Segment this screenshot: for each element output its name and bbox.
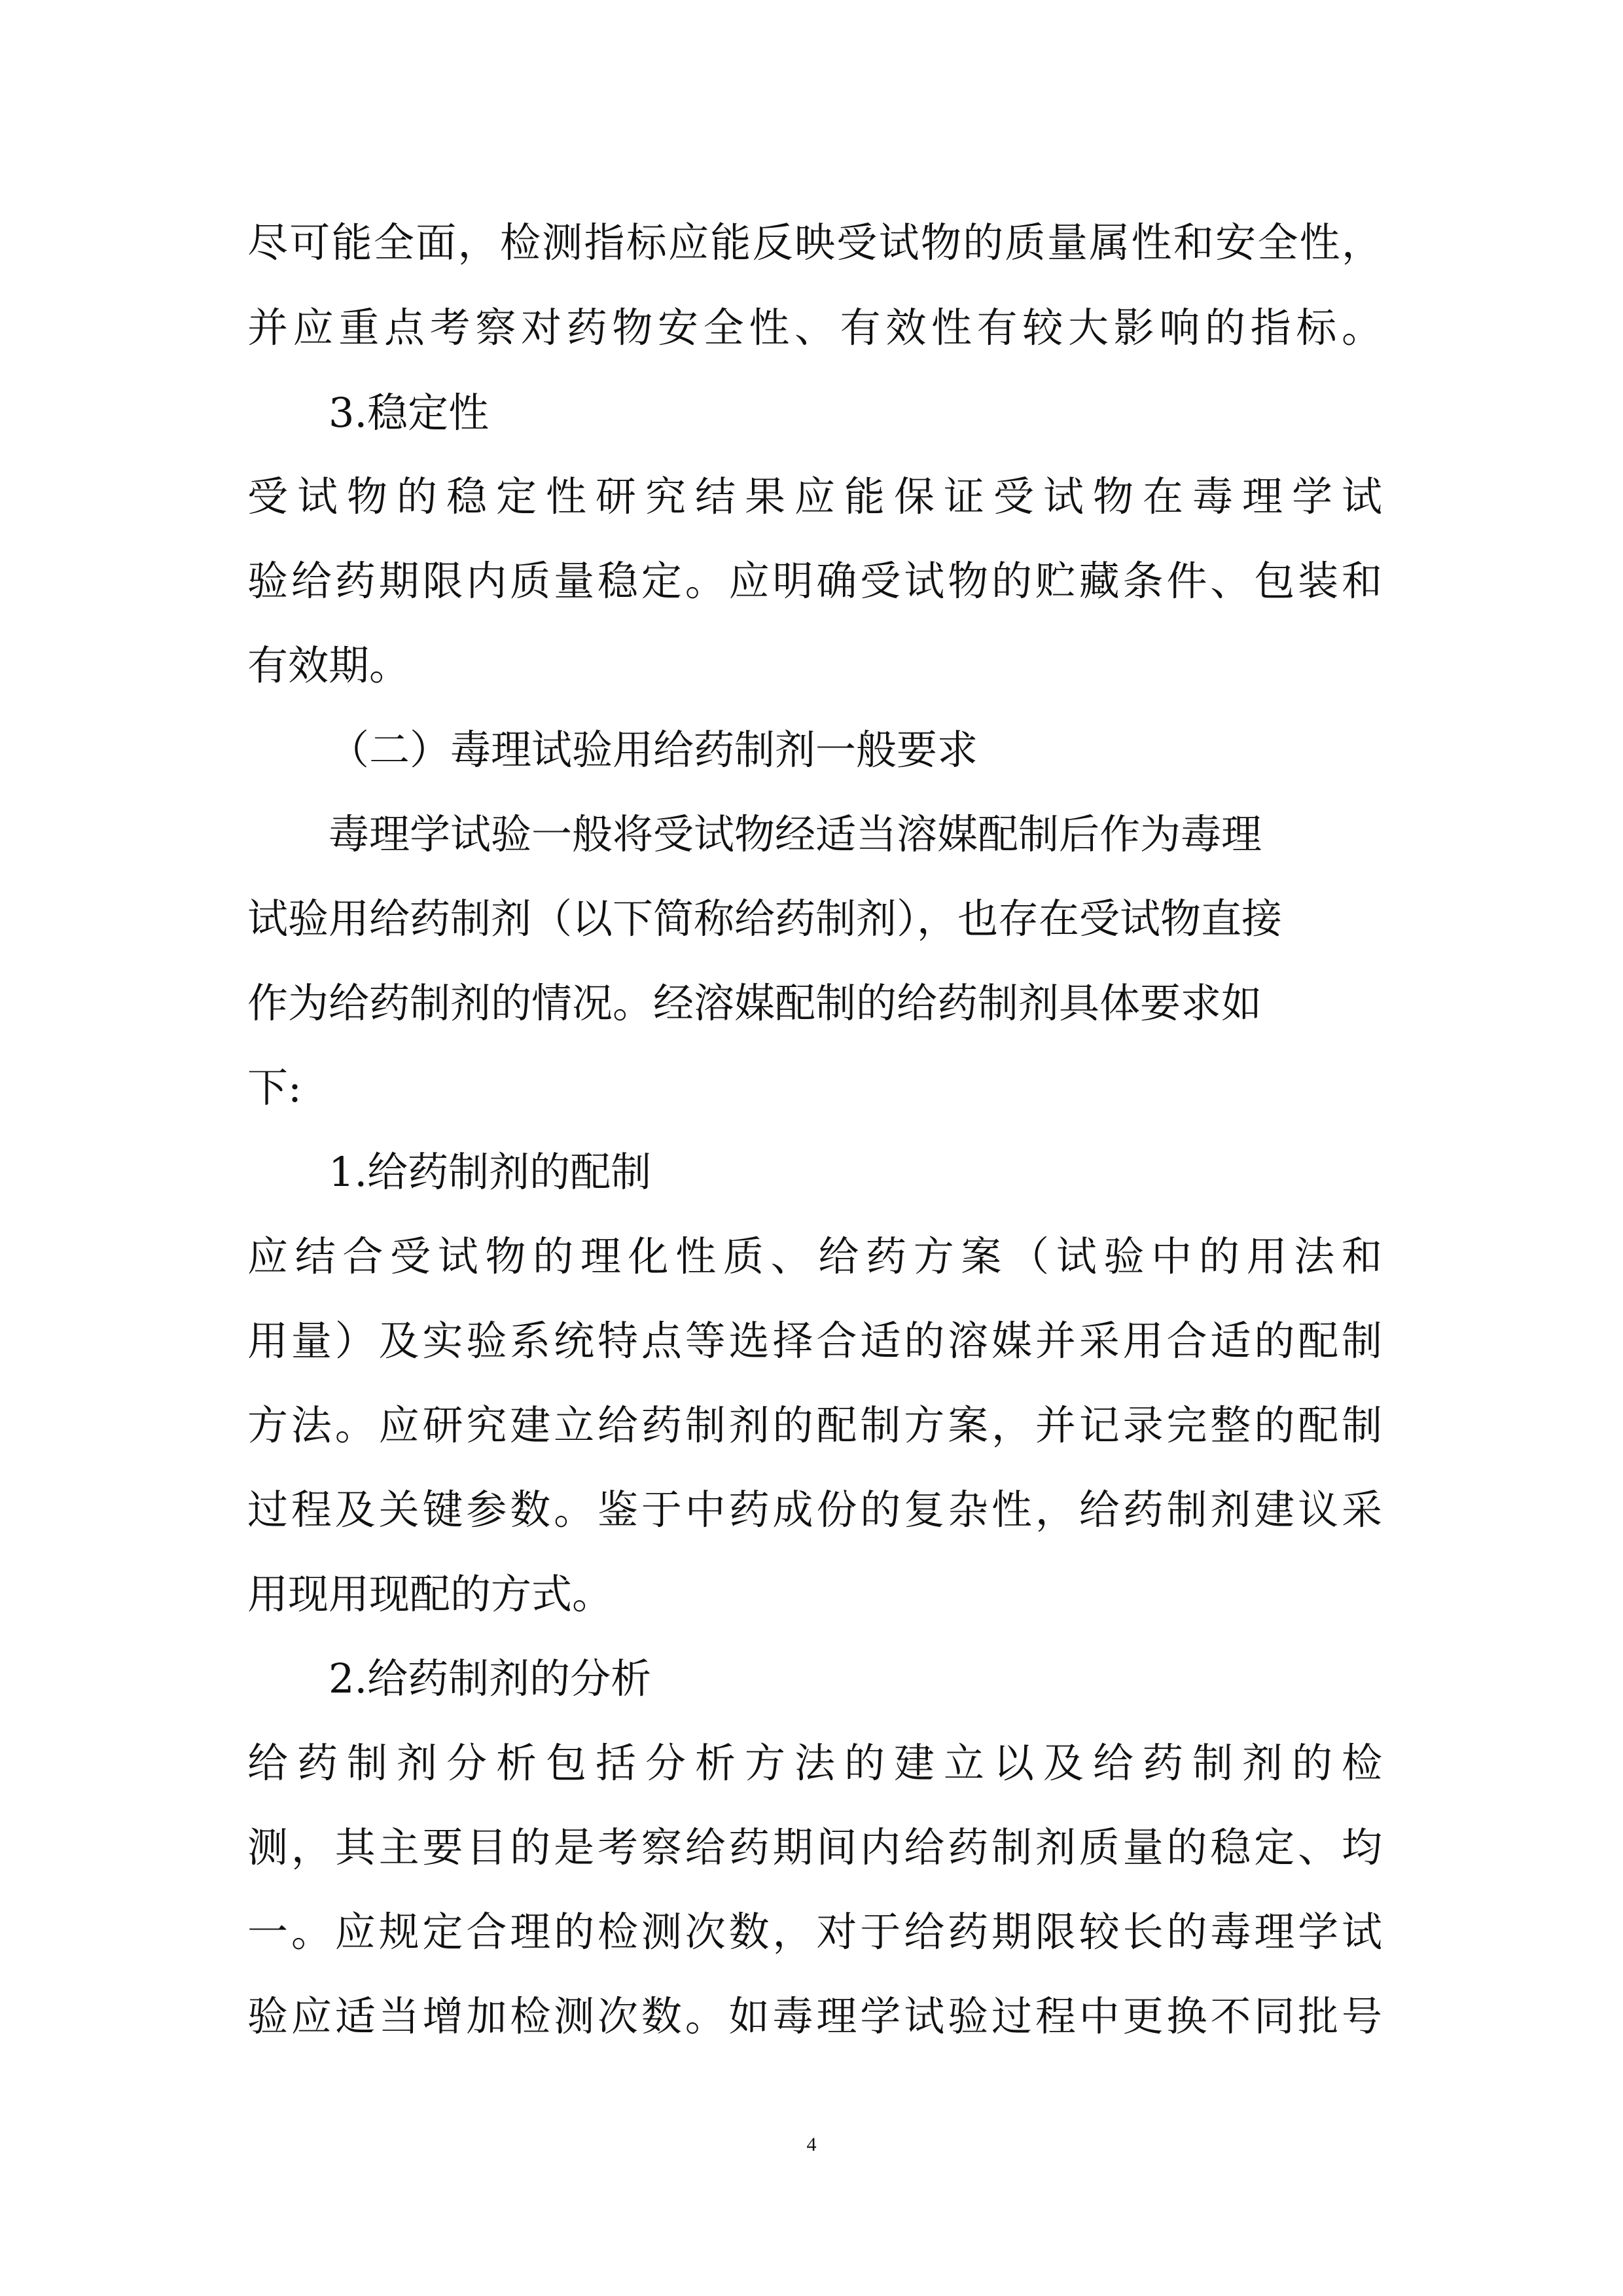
text-line-5: 验给药期限内质量稳定。应明确受试物的贮藏条件、包装和 [247, 557, 1382, 605]
section-heading-preparation: 1.给药制剂的配制 [329, 1148, 652, 1196]
section-heading-dosing-formulation: （二）毒理试验用给药制剂一般要求 [329, 726, 978, 774]
section-heading-analysis: 2.给药制剂的分析 [329, 1655, 652, 1702]
text-line-15: 方法。应研究建立给药制剂的配制方案，并记录完整的配制 [247, 1401, 1382, 1449]
text-line-13: 应结合受试物的理化性质、给药方案（试验中的用法和 [247, 1232, 1382, 1280]
section-heading-stability: 3.稳定性 [329, 389, 490, 437]
text-line-20: 测，其主要目的是考察给药期间内给药制剂质量的稳定、均 [247, 1823, 1382, 1871]
text-line-17: 用现用现配的方式。 [247, 1570, 613, 1618]
text-line-11: 下: [247, 1064, 302, 1111]
text-line-8: 毒理学试验一般将受试物经适当溶媒配制后作为毒理 [329, 810, 1262, 858]
text-line-1: 尽可能全面，检测指标应能反映受试物的质量属性和安全性， [247, 219, 1382, 266]
text-line-22: 验应适当增加检测次数。如毒理学试验过程中更换不同批号 [247, 1992, 1382, 2040]
text-line-21: 一。应规定合理的检测次数，对于给药期限较长的毒理学试 [247, 1908, 1382, 1956]
text-line-9: 试验用给药制剂（以下简称给药制剂），也存在受试物直接 [247, 895, 1283, 942]
text-line-14: 用量）及实验系统特点等选择合适的溶媒并采用合适的配制 [247, 1317, 1382, 1365]
text-line-2: 并应重点考察对药物安全性、有效性有较大影响的指标。 [247, 304, 1382, 351]
text-line-19: 给药制剂分析包括分析方法的建立以及给药制剂的检 [247, 1739, 1382, 1787]
text-line-6: 有效期。 [247, 641, 410, 689]
text-line-10: 作为给药制剂的情况。经溶媒配制的给药制剂具体要求如 [247, 979, 1262, 1027]
text-line-16: 过程及关键参数。鉴于中药成份的复杂性，给药制剂建议采 [247, 1486, 1382, 1534]
text-line-4: 受试物的稳定性研究结果应能保证受试物在毒理学试 [247, 473, 1382, 520]
page-number: 4 [806, 2134, 817, 2155]
